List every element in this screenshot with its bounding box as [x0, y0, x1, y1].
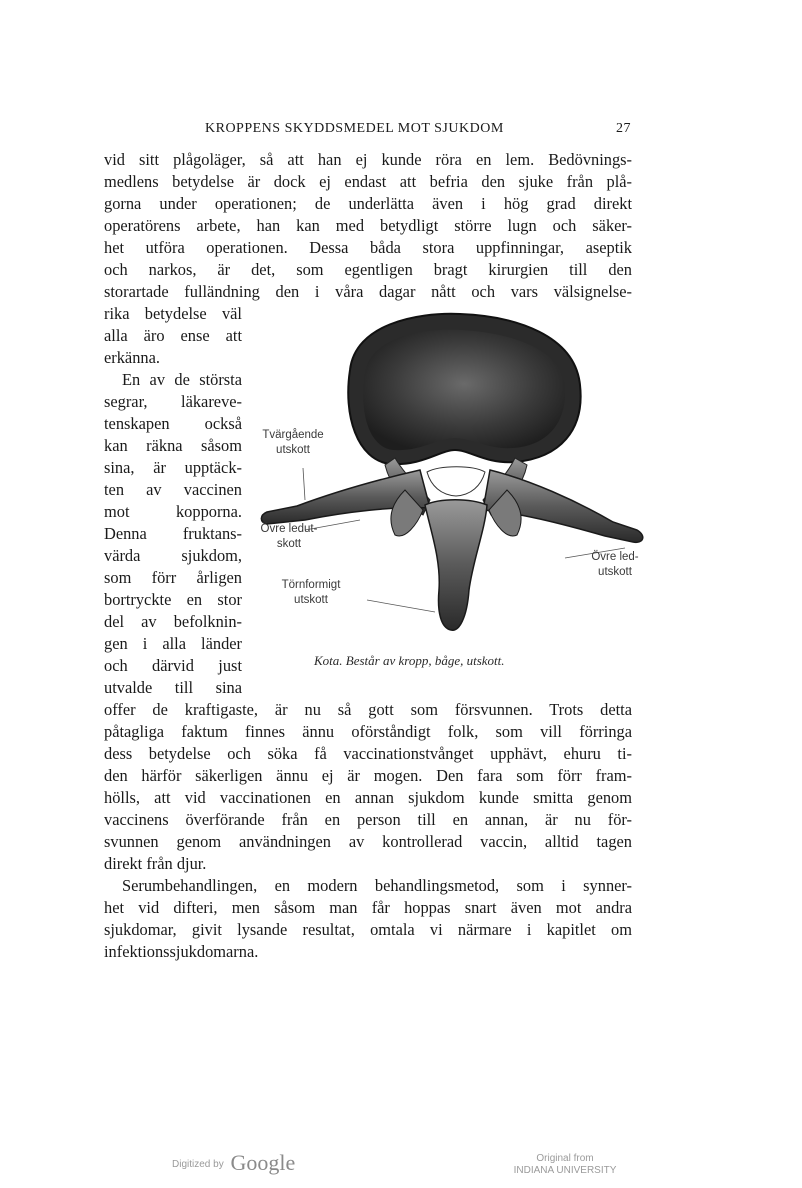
text-line: medlens betydelse är dock ej endast att befria den sjuke från plå- — [104, 172, 632, 191]
text-line: hölls, att vid vaccinationen en annan sjukdom kunde smitta genom — [104, 788, 632, 807]
text-line: värda sjukdom, — [104, 546, 242, 565]
text-line: utvalde till sina — [104, 678, 242, 697]
vertebra-figure — [245, 300, 665, 650]
label-transverse-process — [247, 428, 339, 458]
original-from-mark — [510, 1153, 620, 1177]
running-header — [205, 121, 645, 137]
text-line: sina, är upptäck- — [104, 458, 242, 477]
text-line: bortryckte en stor — [104, 590, 242, 609]
text-line: del av befolknin- — [104, 612, 242, 631]
label-line: utskott — [598, 566, 632, 578]
text-line: het vid difteri, men såsom man får hoppas snart även mot andra — [104, 898, 632, 917]
text-line: svunnen genom användningen av kontrollerad vaccin, alltid tagen — [104, 832, 632, 851]
text-line: storartade fulländning den i våra dagar nått och vars välsignelse- — [104, 282, 632, 301]
text-line: mot kopporna. — [104, 502, 242, 521]
label-spinous-process — [263, 578, 359, 608]
text-line: sjukdomar, givit lysande resultat, omtala vi närmare i kapitlet om — [104, 920, 632, 939]
text-line: påtagliga faktum finnes ännu oförståndigt folk, som vill förringa — [104, 722, 632, 741]
digitized-by-mark — [172, 1150, 295, 1176]
label-line: Övre ledut- — [260, 523, 318, 535]
label-line: skott — [276, 538, 302, 550]
text-line: dess betydelse och söka få vaccinationstvånget upphävt, ehuru ti- — [104, 744, 632, 763]
text-line: het utföra operationen. Dessa båda stora uppfinningar, aseptik — [104, 238, 632, 257]
text-line: den härför säkerligen ännu ej är mogen. Den fara som förr fram- — [104, 766, 632, 785]
label-line: Törnformigt — [281, 579, 341, 591]
text-line: vaccinens överförande från en person till en annan, är nu för- — [104, 810, 632, 829]
text-line: operatörens arbete, han kan med betydligt större lugn och säker- — [104, 216, 632, 235]
institution-text: INDIANA UNIVERSITY — [513, 1165, 617, 1176]
text-line: alla äro ense att — [104, 326, 242, 345]
label-line: Tvärgående — [262, 429, 324, 441]
label-line: utskott — [294, 594, 328, 606]
text-line: segrar, läkareve- — [104, 392, 242, 411]
text-line: direkt från djur. — [104, 854, 207, 873]
running-title: KROPPENS SKYDDSMEDEL MOT SJUKDOM — [205, 121, 504, 136]
text-line: offer de kraftigaste, är nu så gott som försvunnen. Trots detta — [104, 700, 632, 719]
figure-caption: Kota. Består av kropp, båge, utskott. — [314, 653, 505, 668]
text-line: vid sitt plågoläger, så att han ej kunde röra en lem. Bedövnings- — [104, 150, 632, 169]
label-line: Övre led- — [591, 551, 639, 563]
digitized-by-text: Digitized by — [172, 1159, 224, 1170]
text-line: Denna fruktans- — [104, 524, 242, 543]
text-line: gen i alla länder — [104, 634, 242, 653]
text-line: infektionssjukdomarna. — [104, 942, 259, 961]
text-line: och narkos, är det, som egentligen bragt kirurgien till den — [104, 260, 632, 279]
page-number: 27 — [616, 121, 631, 136]
text-line: gorna under operationen; de underlätta även i hög grad direkt — [104, 194, 632, 213]
text-line: rika betydelse väl — [104, 304, 242, 323]
text-line: kan räkna såsom — [104, 436, 242, 455]
label-line: utskott — [276, 444, 310, 456]
text-line: ten av vaccinen — [104, 480, 242, 499]
text-line: och därvid just — [104, 656, 242, 675]
text-line: En av de största — [122, 370, 242, 389]
original-from-text: Original from — [536, 1153, 594, 1164]
text-line: Serumbehandlingen, en modern behandlingsmetod, som i synner- — [122, 876, 632, 895]
text-line: som förr årligen — [104, 568, 242, 587]
google-logo: Google — [230, 1150, 296, 1175]
text-line: erkänna. — [104, 348, 160, 367]
text-line: tenskapen också — [104, 414, 242, 433]
label-superior-articular-right — [575, 550, 655, 580]
label-superior-articular-left — [249, 522, 329, 552]
